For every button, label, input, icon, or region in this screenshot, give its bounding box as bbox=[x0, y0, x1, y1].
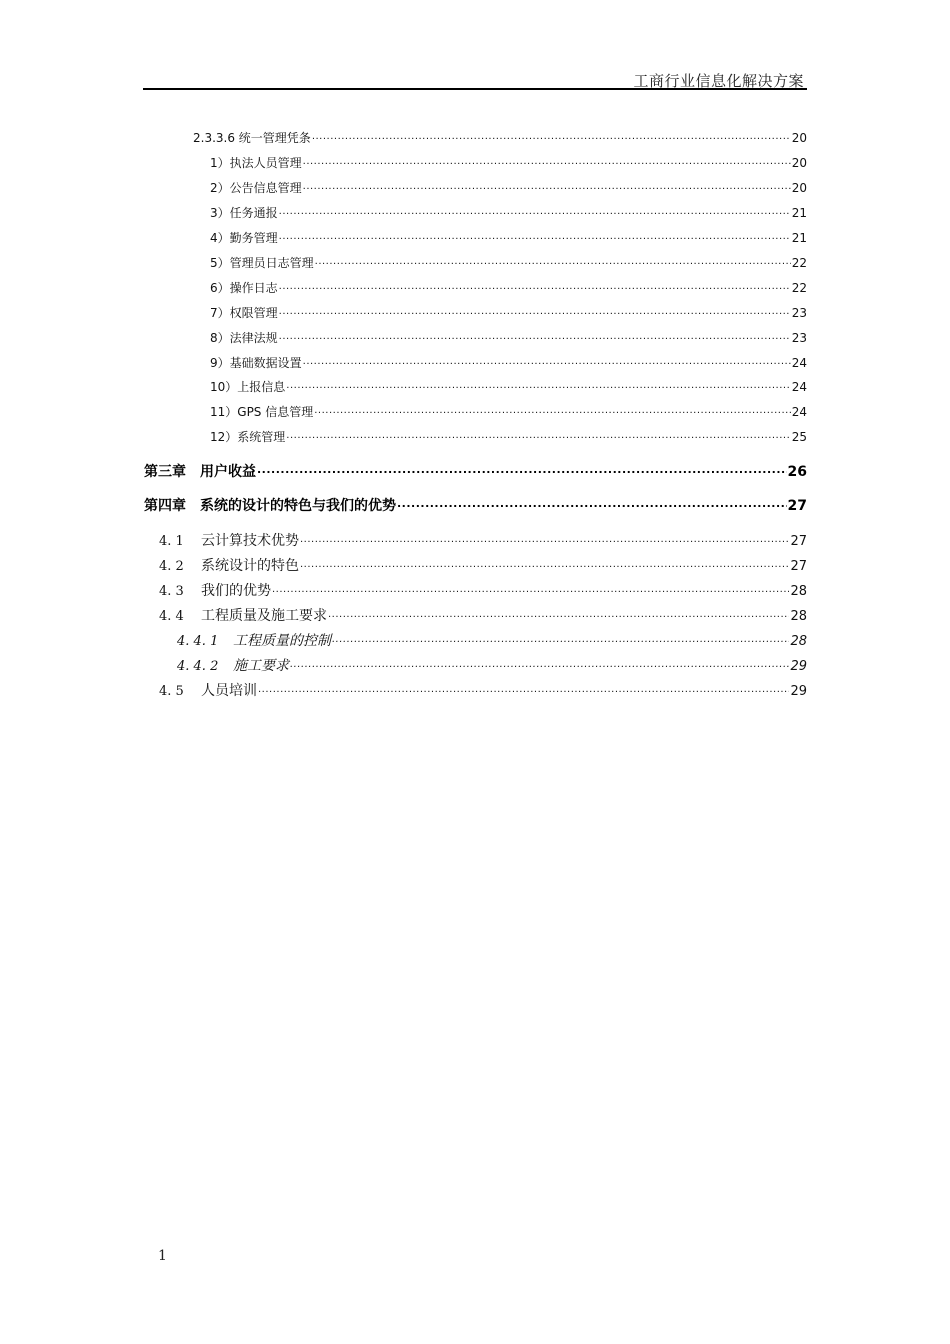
dot-leader bbox=[279, 305, 791, 317]
dot-leader bbox=[303, 355, 791, 367]
toc-entry-page: 21 bbox=[791, 206, 807, 220]
dot-leader bbox=[257, 462, 787, 476]
section-title: 人员培训 bbox=[201, 683, 257, 699]
toc-entry-label: 11）GPS 信息管理 bbox=[210, 405, 314, 419]
toc-subsection-page: 29 bbox=[790, 659, 807, 674]
toc-entry-page: 23 bbox=[791, 306, 807, 320]
toc-section-4-4[interactable] bbox=[159, 605, 807, 625]
dot-leader bbox=[286, 379, 790, 391]
toc-entry-page: 20 bbox=[791, 131, 807, 145]
dot-leader bbox=[312, 130, 791, 142]
toc-entry-label: 2）公告信息管理 bbox=[210, 181, 302, 195]
section-number: 4. 5 bbox=[159, 684, 184, 699]
toc-entry-label: 10）上报信息 bbox=[210, 380, 286, 394]
toc-entry-page: 22 bbox=[791, 281, 807, 295]
toc-section-4-5[interactable] bbox=[159, 680, 807, 700]
toc-entry-page: 25 bbox=[791, 430, 807, 444]
dot-leader bbox=[258, 681, 789, 695]
toc-entry-page: 21 bbox=[791, 231, 807, 245]
toc-entry-label: 9）基础数据设置 bbox=[210, 356, 302, 370]
toc-section-page: 29 bbox=[790, 684, 807, 699]
toc-subsection-label bbox=[177, 655, 289, 675]
toc-entry-item-10[interactable] bbox=[210, 378, 807, 395]
toc-entry-label: 4）勤务管理 bbox=[210, 231, 278, 245]
toc-entry-item-3[interactable] bbox=[210, 204, 807, 221]
dot-leader bbox=[290, 656, 789, 670]
section-title: 系统设计的特色 bbox=[201, 558, 299, 574]
dot-leader bbox=[303, 155, 791, 167]
dot-leader bbox=[314, 404, 790, 416]
toc-entry-label: 2.3.3.6 统一管理凭条 bbox=[193, 131, 311, 145]
dot-leader bbox=[328, 606, 789, 620]
toc-chapter-page: 26 bbox=[787, 464, 807, 480]
toc-section-label bbox=[159, 555, 299, 575]
dot-leader bbox=[397, 496, 787, 510]
toc-entry-item-4[interactable] bbox=[210, 229, 807, 246]
toc-entry-page: 24 bbox=[791, 356, 807, 370]
toc-entry-page: 20 bbox=[791, 156, 807, 170]
toc-section-page: 28 bbox=[790, 584, 807, 599]
toc-entry-page: 24 bbox=[791, 405, 807, 419]
footer-page-number: 1 bbox=[158, 1248, 167, 1264]
toc-entry-label: 7）权限管理 bbox=[210, 306, 278, 320]
document-header-title: 工商行业信息化解决方案 bbox=[633, 72, 804, 90]
toc-section-label bbox=[159, 605, 327, 625]
toc-chapter-label: 第四章 系统的设计的特色与我们的优势 bbox=[144, 498, 396, 514]
toc-chapter-3[interactable] bbox=[144, 461, 807, 481]
toc-entry-label: 5）管理员日志管理 bbox=[210, 256, 314, 270]
toc-section-page: 27 bbox=[790, 559, 807, 574]
toc-section-4-3[interactable] bbox=[159, 580, 807, 600]
toc-entry-page: 23 bbox=[791, 331, 807, 345]
toc-entry-label: 12）系统管理 bbox=[210, 430, 286, 444]
section-number: 4. 2 bbox=[159, 559, 184, 574]
section-title: 云计算技术优势 bbox=[201, 533, 299, 549]
toc-entry-item-5[interactable] bbox=[210, 254, 807, 271]
toc-entry-item-1[interactable] bbox=[210, 154, 807, 171]
toc-section-label bbox=[159, 530, 299, 550]
dot-leader bbox=[332, 631, 789, 645]
toc-entry-item-7[interactable] bbox=[210, 304, 807, 321]
toc-entry-page: 24 bbox=[791, 380, 807, 394]
dot-leader bbox=[279, 280, 791, 292]
toc-entry-page: 20 bbox=[791, 181, 807, 195]
dot-leader bbox=[279, 205, 791, 217]
subsection-number: 4. 4. 2 bbox=[177, 659, 219, 674]
toc-entry-item-6[interactable] bbox=[210, 279, 807, 296]
toc-entry-2-3-3-6[interactable] bbox=[193, 129, 807, 146]
toc-entry-label: 8）法律法规 bbox=[210, 331, 278, 345]
toc-entry-item-8[interactable] bbox=[210, 329, 807, 346]
toc-chapter-page: 27 bbox=[787, 498, 807, 514]
header-divider bbox=[143, 88, 807, 90]
toc-subsection-page: 28 bbox=[790, 634, 807, 649]
toc-entry-item-12[interactable] bbox=[210, 428, 807, 445]
dot-leader bbox=[315, 255, 791, 267]
section-title: 我们的优势 bbox=[201, 583, 271, 599]
dot-leader bbox=[279, 230, 791, 242]
dot-leader bbox=[286, 429, 790, 441]
section-title: 工程质量及施工要求 bbox=[201, 608, 327, 624]
toc-chapter-4[interactable] bbox=[144, 495, 807, 515]
toc-entry-label: 1）执法人员管理 bbox=[210, 156, 302, 170]
section-number: 4. 4 bbox=[159, 609, 184, 624]
toc-section-label bbox=[159, 680, 257, 700]
dot-leader bbox=[279, 330, 791, 342]
toc-entry-label: 3）任务通报 bbox=[210, 206, 278, 220]
dot-leader bbox=[303, 180, 791, 192]
toc-section-page: 28 bbox=[790, 609, 807, 624]
dot-leader bbox=[272, 581, 789, 595]
dot-leader bbox=[300, 556, 789, 570]
toc-subsection-4-4-2[interactable] bbox=[177, 655, 807, 675]
toc-section-4-2[interactable] bbox=[159, 555, 807, 575]
toc-chapter-label: 第三章 用户收益 bbox=[144, 464, 256, 480]
toc-subsection-label bbox=[177, 630, 331, 650]
toc-subsection-4-4-1[interactable] bbox=[177, 630, 807, 650]
toc-entry-item-2[interactable] bbox=[210, 179, 807, 196]
section-number: 4. 3 bbox=[159, 584, 184, 599]
toc-section-page: 27 bbox=[790, 534, 807, 549]
toc-entry-item-11[interactable] bbox=[210, 403, 807, 420]
toc-entry-label: 6）操作日志 bbox=[210, 281, 278, 295]
toc-entry-item-9[interactable] bbox=[210, 354, 807, 371]
toc-section-4-1[interactable] bbox=[159, 530, 807, 550]
toc-entry-page: 22 bbox=[791, 256, 807, 270]
section-number: 4. 1 bbox=[159, 534, 184, 549]
subsection-number: 4. 4. 1 bbox=[177, 634, 219, 649]
subsection-title: 工程质量的控制 bbox=[233, 633, 331, 649]
toc-section-label bbox=[159, 580, 271, 600]
dot-leader bbox=[300, 531, 789, 545]
subsection-title: 施工要求 bbox=[233, 658, 289, 674]
